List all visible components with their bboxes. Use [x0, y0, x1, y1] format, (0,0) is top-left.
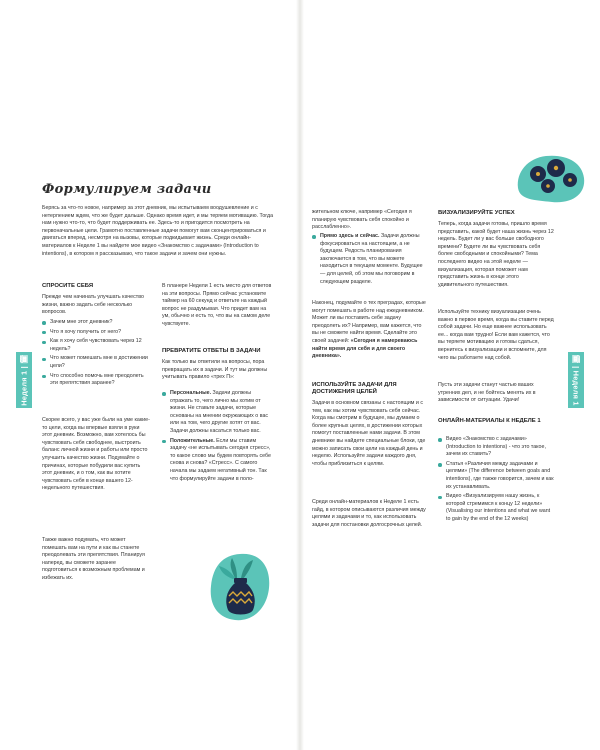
ask-intro: Прежде чем начинать улучшать качество жизни, важно задать себе несколько вопросов. — [42, 294, 144, 316]
right-page — [302, 0, 600, 750]
here-now-list — [312, 233, 426, 288]
item-text: Задачи должны фокусироваться на настоящем, а не будущем. Редость планирования заключается в том, что вы можете находиться в текущем моменте. Будущее — для целей, об этом мы поговорим в следующем разделе. — [320, 233, 423, 285]
list-item: Что я хочу получить от него? — [42, 329, 150, 337]
item-text: Если мы ставим задачу «не испытывать сегодня стресс», то какое слово мы будем повторять себе снова и снова? «Стресс». С самого начала мы задаем негативный тон. Так что формулируйте задачи в поло- — [170, 437, 271, 482]
ask-heading: СПРОСИТЕ СЕБЯ — [42, 283, 94, 289]
visualize-heading: ВИЗУАЛИЗИРУЙТЕ УСПЕХ — [438, 210, 515, 216]
ask-list — [42, 319, 150, 390]
turn-intro: Как только вы ответили на вопросы, пора превращать их в задачи. И тут мы должны учитывать правило «трех П»: — [162, 359, 268, 381]
intro-paragraph: Берясь за что-то новое, например за этот дневник, мы испытываем воодушевление и с нетерпением ждем, что же будет дальше. Однако время идет, и мы теряем мотивацию. Тогда нам нужно что-то, что будет поддерживать ее. Здесь-то и пригодится посмотреть на первоначальные цели. Грамотно поставленные задачи помогут вам сконцентрироваться и двигаться вперед, несмотря на вызовы, которые подкидывает жизнь. Среди онлайн-материалов к Неделе 1 вы найдете мое видео «Знакомство с задачами» (Introduction to intentions), в котором я рассказываю, что такое задачи и зачем они нужны. — [42, 205, 274, 257]
list-item: Видео «Визуализируем нашу жизнь, к которой стремимся к концу 12 недели» (Visualising our intentions and what we want to gain by the end of the 12 weeks) — [438, 493, 556, 523]
emphasis: «Сегодня я намереваюсь найти время для себя и для своего дневника». — [312, 337, 418, 360]
goals-heading: ИСПОЛЬЗУЙТЕ ЗАДАЧИ ДЛЯ ДОСТИЖЕНИЯ ЦЕЛЕЙ — [312, 382, 397, 396]
paragraph: Пусть эти задачи станут частью ваших утренних дел, и не бойтесь менять их в зависимости от ситуации. Удачи! — [438, 382, 536, 404]
list-item: Что способно помочь мне преодолеть эти препятствия заранее? — [42, 373, 150, 388]
paragraph: жительном ключе, например «Сегодня я планирую чувствовать себя спокойно и расслабленно». — [312, 209, 412, 231]
item-text: Задачи должны отражать то, чего лично мы хотим от жизни. Не ставьте задачи, которые основаны на мнении окружающих о вас или на том, чего другие хотят от вас. Задачи должны касаться только вас. — [170, 390, 269, 434]
list-item — [312, 233, 426, 286]
side-tab-label: Неделя 1 | 🗓 — [19, 354, 29, 406]
list-item: Статья «Различия между задачами и целями» (The difference between goals and intentions), где также говорится, зачем и как их устанавливать. — [438, 461, 556, 491]
item-bold: Прямо здесь и сейчас. — [320, 233, 380, 239]
list-item — [162, 390, 274, 436]
list-item: Зачем мне этот дневник? — [42, 319, 150, 327]
side-tab-week-right — [568, 352, 584, 408]
side-tab-label: 🗓 | Неделя 1 — [571, 354, 581, 406]
paragraph: Теперь, когда задачи готовы, пришло время представить, какой будет наша жизнь через 12 недель. Будет ли у вас больше свободного времени? Будете ли вы чувствовать себя более свободными и спокойными? Тема последнего видео на этой неделе — визуализация, которая поможет нам представить жизнь в конце этого удивительного путешествия. — [438, 221, 554, 288]
list-item: Видео «Знакомство с задачами» (Introduction to intentions) - что это такое, зачем их ставить? — [438, 436, 556, 459]
flowers-icon — [512, 148, 590, 206]
item-bold: Персональные. — [170, 390, 212, 396]
list-item: Как я хочу себя чувствовать через 12 недель? — [42, 338, 150, 353]
page-title: Формулируем задачи — [42, 182, 212, 197]
paragraph: В планере Недели 1 есть место для ответов на эти вопросы. Прямо сейчас установите таймер на 60 секунд и ответьте на каждый вопрос не раздумывая. Что придет вам на ум, обычно и есть то, что вы на самом деле чувствуете. — [162, 283, 272, 327]
list-item: Что может помешать мне в достижении цели? — [42, 355, 150, 370]
paragraph: Скорее всего, у вас уже были на уме какие-то цели, когда вы впервые взяли в руки этот дневник. Возможно, вам хотелось бы чувствовать себя свободнее, выстроить баланс личной жизни и работы или просто улучшить качество жизни. Подумайте о причинах, которые побудили вас купить этот дневник, и о том, как вы хотите чувствовать себя в конце вашего 12-недельного путешествия. — [42, 417, 150, 492]
online-heading: ОНЛАЙН-МАТЕРИАЛЫ К НЕДЕЛЕ 1 — [438, 418, 541, 424]
paragraph: Задачи в основном связаны с настоящим и с тем, как мы хотим чувствовать себя сейчас. Когда мы смотрим в будущее, мы думаем о более крупных целях, в достижении которых помогут поставленные нами задачи. В этом дневнике вы найдете специальные блоки, где можно записать свои цели на каждый день и неделю. Используйте задачи каждого дня, чтобы приблизиться к целям. — [312, 400, 426, 467]
list-item — [162, 438, 274, 484]
paragraph: Используйте технику визуализации очень важно в первое время, когда вы ставите перед собой задачи. Но еще важнее использовать ее... когда вам трудно! Если вам кажется, что вы теряете мотивацию и готовы сдаться, вернитесь к визуализации и вспомните, для чего вы работаете над собой. — [438, 309, 554, 361]
side-tab-week-left — [16, 352, 32, 408]
text: Наконец, подумайте о тех преградах, которые могут помешать в работе над ежедневником. Может ли вы поставить себе задачу преодолеть их? Например, вам кажется, что вы не сможете найти время. Сделайте это своей задачей: — [312, 300, 426, 344]
online-list — [438, 436, 556, 526]
turn-heading: ПРЕВРАТИТЕ ОТВЕТЫ В ЗАДАЧИ — [162, 348, 261, 354]
item-bold: Положительные. — [170, 437, 215, 444]
paragraph — [312, 300, 426, 361]
book-gutter — [296, 0, 304, 750]
paragraph: Также важно подумать, что может помешать вам на пути и как вы станете преодолевать эти препятствия. Планируя наперед, вы сможете заранее подготовиться к возможным проблемам и избежать их. — [42, 537, 145, 581]
paragraph: Среди онлайн-материалов к Неделе 1 есть гайд, в котором описываются различия между целями и задачами и то, как использовать задачи для постановки долгосрочных целей. — [312, 499, 426, 528]
turn-list — [162, 390, 274, 485]
plant-pot-icon — [205, 548, 275, 626]
